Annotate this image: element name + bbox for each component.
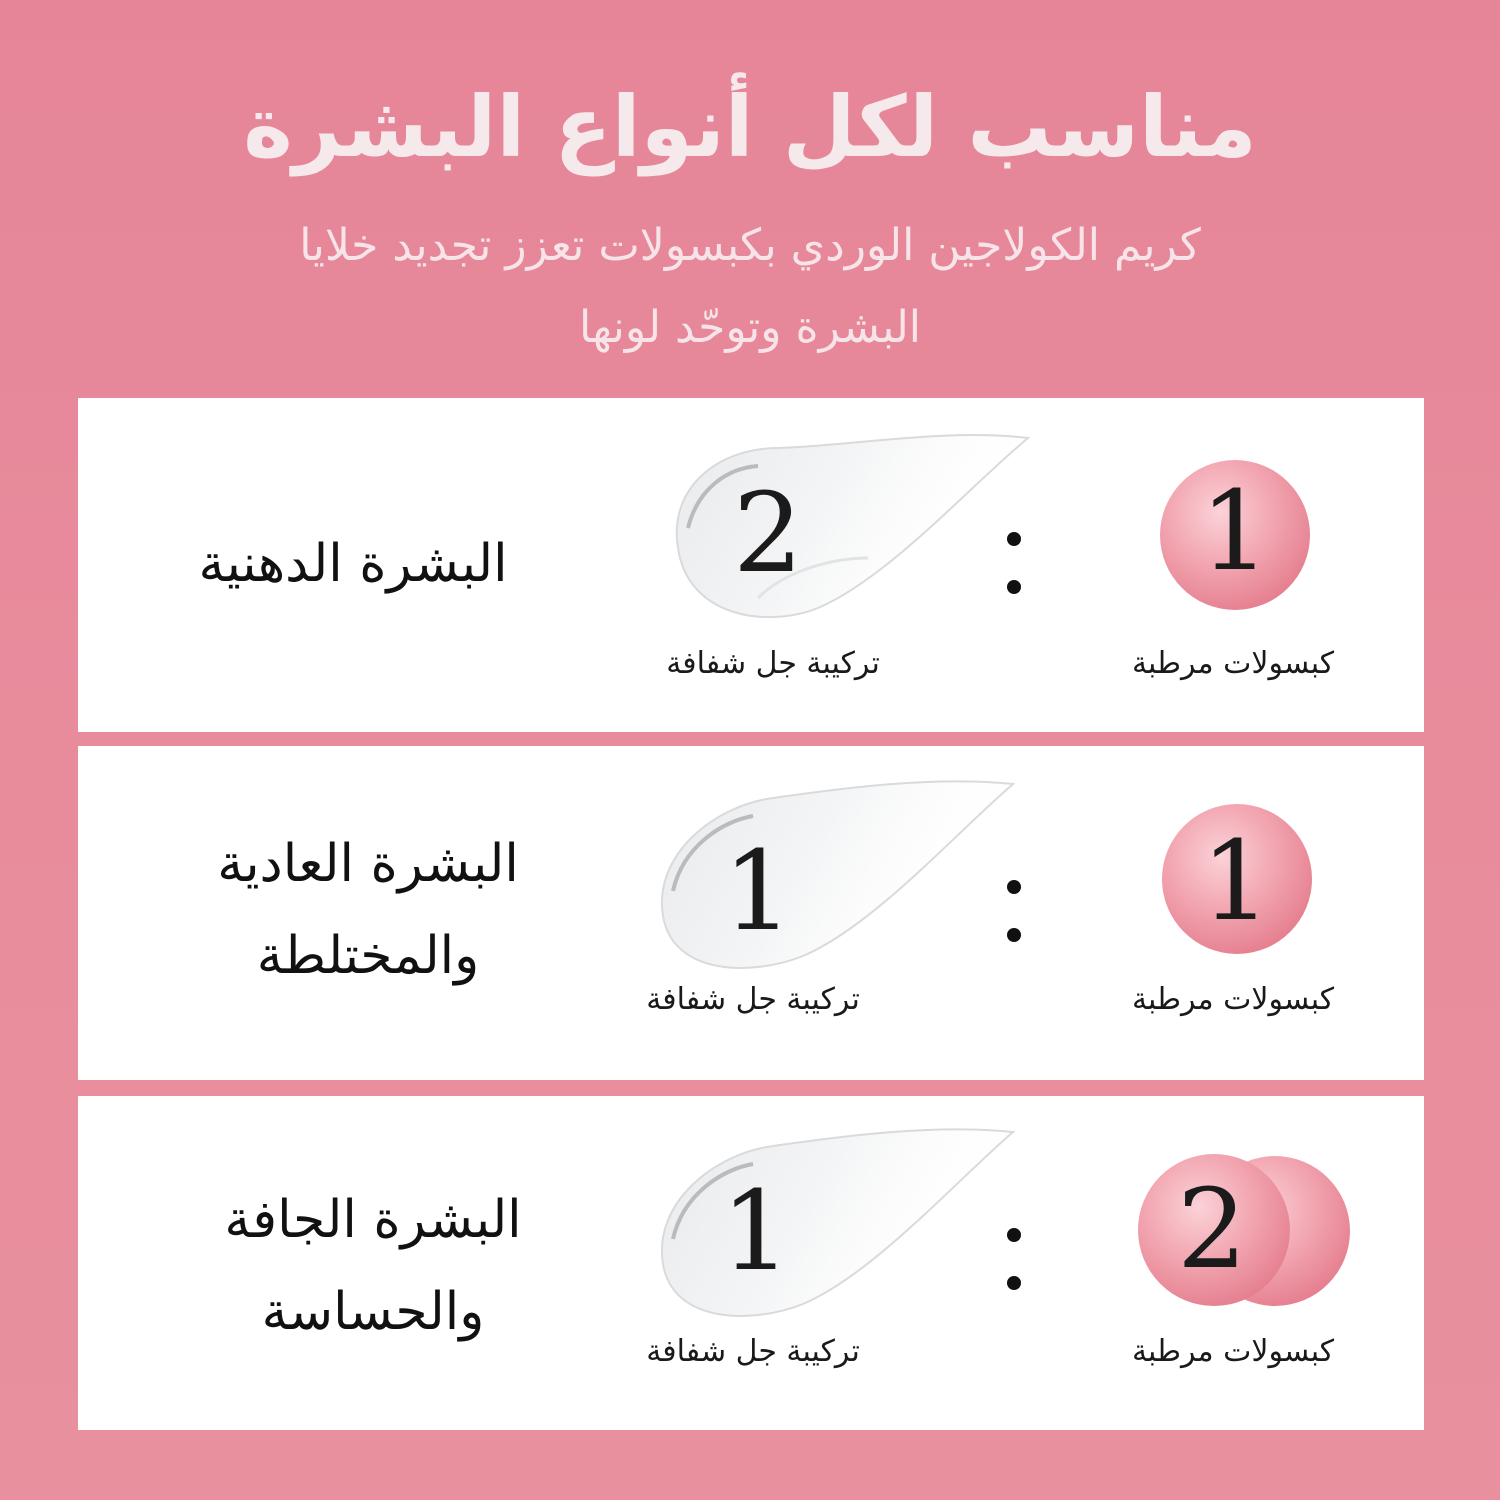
skin-type-line-1: البشرة الدهنية: [198, 534, 508, 594]
subtitle-line-1: كريم الكولاجين الوردي بكبسولات تعزز تجديد خلايا: [299, 220, 1201, 271]
capsule-label: كبسولات مرطبة: [1131, 982, 1335, 1017]
ratio-card-oily: [78, 398, 1424, 732]
gel-label: تركيبة جل شفافة: [646, 1334, 860, 1369]
gel-count: 1: [721, 1167, 791, 1295]
page-title: مناسب لكل أنواع البشرة: [243, 78, 1257, 176]
ratio-card-normal: [78, 746, 1424, 1080]
capsule-label: كبسولات مرطبة: [1131, 646, 1335, 681]
capsule-count: 1: [1201, 817, 1271, 945]
skin-type-label: [198, 1174, 548, 1358]
skin-type-label: [188, 818, 548, 1002]
skin-type-line-2: والمختلطة: [256, 926, 480, 986]
capsule-label: كبسولات مرطبة: [1131, 1334, 1335, 1369]
capsule-count: 2: [1177, 1165, 1247, 1293]
header: [0, 0, 1500, 380]
skin-type-line-1: البشرة العادية: [217, 834, 519, 894]
gel-count: 1: [723, 827, 793, 955]
skin-type-line-1: البشرة الجافة: [224, 1190, 522, 1250]
gel-count: 2: [733, 469, 803, 597]
gel-label: تركيبة جل شفافة: [646, 982, 860, 1017]
skin-type-label: [168, 518, 538, 610]
skin-type-line-2: والحساسة: [261, 1282, 485, 1342]
subtitle-line-2: البشرة وتوحّد لونها: [578, 302, 922, 353]
capsule-count: 1: [1200, 467, 1270, 595]
ratio-card-dry: [78, 1096, 1424, 1430]
gel-label: تركيبة جل شفافة: [666, 646, 880, 681]
page-subtitle: [250, 205, 1250, 369]
